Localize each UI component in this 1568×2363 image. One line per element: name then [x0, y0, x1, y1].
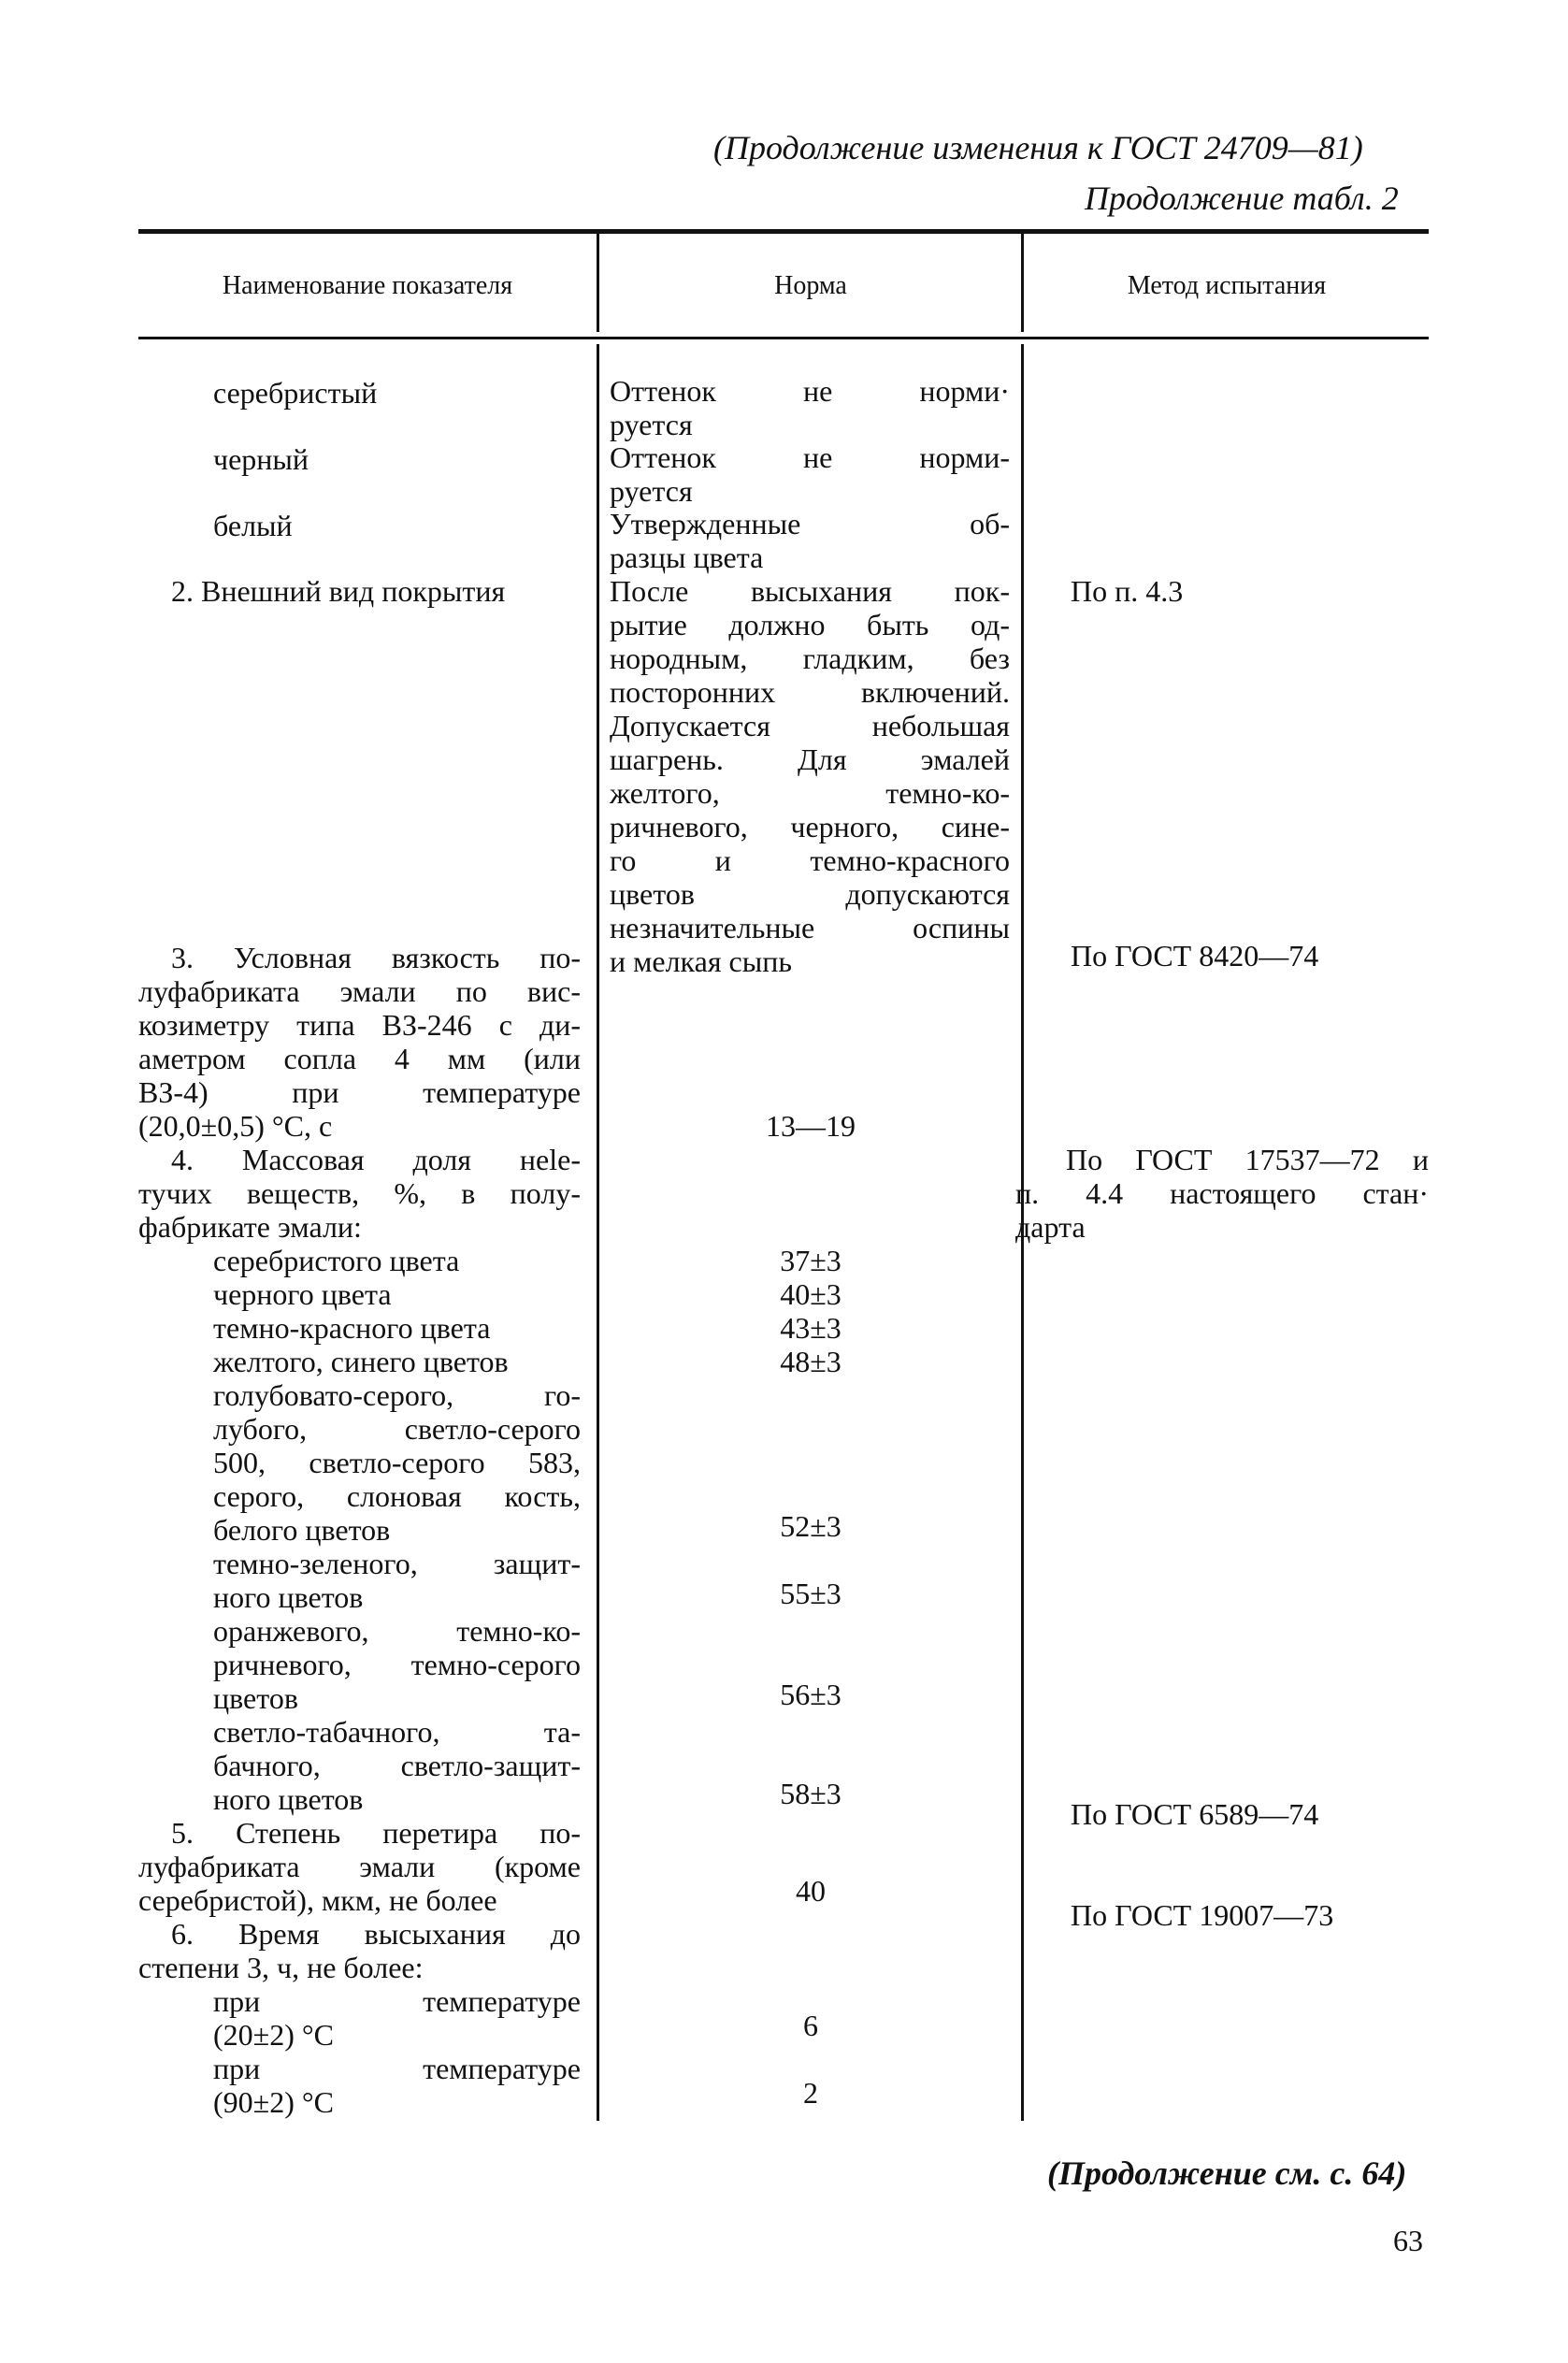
- row-white-norm-line: разцы цвета: [610, 540, 764, 574]
- viscosity-label-line: 3. Условная вязкость по-: [171, 941, 581, 974]
- continuation-footer: (Продолжение см. с. 64): [1047, 2154, 1407, 2192]
- nv-item-label: ного цветов: [213, 1782, 364, 1816]
- nonvolatile-label-line: 4. Массовая доля нele-: [171, 1143, 581, 1176]
- row-black-norm-line: Оттенок не норми-: [610, 440, 1010, 474]
- nv-item-norm: 55±3: [780, 1577, 842, 1610]
- row-grind-method: По ГОСТ 6589—74: [1071, 1797, 1319, 1831]
- drying-item-label: (20±2) °С: [213, 2018, 335, 2052]
- drying-item-norm: 6: [803, 2009, 818, 2042]
- column-divider-2: [1021, 234, 1024, 332]
- nonvolatile-method-line: п. 4.4 настоящего стан·: [1015, 1176, 1429, 1210]
- row-appearance-label: 2. Внешний вид покрытия: [171, 574, 506, 608]
- nv-item-label: ричневого, темно-серого: [213, 1648, 581, 1681]
- drying-label-line: степени 3, ч, не более:: [138, 1951, 424, 1984]
- appearance-norm-line: Допускается небольшая: [610, 709, 1010, 742]
- row-viscosity-method: По ГОСТ 8420—74: [1071, 939, 1319, 973]
- viscosity-label-line: ВЗ-4) при температуре: [138, 1075, 581, 1109]
- nv-item-label: голубовато-серого, го-: [213, 1378, 581, 1412]
- column-header-norm: Норма: [774, 271, 847, 300]
- table-header-rule: [138, 337, 1429, 339]
- grind-label-line: серебристой), мкм, не более: [138, 1883, 497, 1917]
- viscosity-label-line: козиметру типа ВЗ-246 с ди-: [138, 1008, 581, 1042]
- nv-item-label: ного цветов: [213, 1580, 364, 1614]
- page-number: 63: [1393, 2224, 1423, 2257]
- nonvolatile-method-line: дарта: [1015, 1210, 1086, 1244]
- appearance-norm-line: го и темно-красного: [610, 843, 1010, 877]
- nv-item-norm: 40±3: [780, 1277, 842, 1311]
- row-appearance-method: По п. 4.3: [1071, 574, 1184, 608]
- table-continuation-header: Продолжение табл. 2: [1085, 180, 1399, 217]
- viscosity-label-line: луфабриката эмали по вис-: [138, 974, 581, 1008]
- nv-item-label: лубого, светло-серого: [213, 1412, 581, 1446]
- appearance-norm-line: После высыхания пок-: [610, 574, 1010, 608]
- nv-item-norm: 37±3: [780, 1244, 842, 1277]
- nv-item-norm: 52±3: [780, 1509, 842, 1543]
- drying-label-line: 6. Время высыхания до: [171, 1917, 581, 1951]
- column-divider-1-body: [597, 344, 599, 2121]
- appearance-norm-line: незначительные оспины: [610, 911, 1010, 944]
- nv-item-label: оранжевого, темно-ко-: [213, 1614, 581, 1648]
- nonvolatile-method-line: По ГОСТ 17537—72 и: [1066, 1143, 1429, 1176]
- nv-item-label: черного цвета: [213, 1277, 392, 1311]
- drying-item-label: при температуре: [213, 1984, 581, 2018]
- appearance-norm-line: посторонних включений.: [610, 675, 1010, 709]
- appearance-norm-line: нородным, гладким, без: [610, 641, 1010, 675]
- row-black-label: черный: [213, 442, 309, 476]
- row-white-norm-line: Утвержденные об-: [610, 507, 1010, 540]
- nv-item-label: желтого, синего цветов: [213, 1345, 509, 1378]
- appearance-norm-line: цветов допускаются: [610, 877, 1010, 911]
- appearance-norm-line: желтого, темно-ко-: [610, 776, 1010, 810]
- viscosity-label-line: аметром сопла 4 мм (или: [138, 1042, 581, 1075]
- row-silver-label: серебристый: [213, 376, 378, 410]
- column-header-name: Наименование показателя: [222, 271, 513, 300]
- viscosity-label-line: (20,0±0,5) °С, с: [138, 1109, 333, 1143]
- nv-item-norm: 58±3: [780, 1777, 842, 1810]
- row-viscosity-norm: 13—19: [766, 1109, 856, 1143]
- nv-item-norm: 56±3: [780, 1678, 842, 1711]
- appearance-norm-line: рытие должно быть од-: [610, 608, 1010, 641]
- column-header-method: Метод испытания: [1127, 271, 1327, 300]
- nv-item-label: темно-зеленого, защит-: [213, 1547, 581, 1580]
- nv-item-label: серебристого цвета: [213, 1244, 460, 1277]
- appearance-norm-line: и мелкая сыпь: [610, 944, 792, 978]
- row-drying-method: По ГОСТ 19007—73: [1071, 1898, 1334, 1932]
- appearance-norm-line: шагрень. Для эмалей: [610, 742, 1010, 776]
- document-continuation-header: (Продолжение изменения к ГОСТ 24709—81): [713, 129, 1363, 166]
- row-silver-norm-line: руется: [610, 408, 693, 441]
- drying-item-norm: 2: [803, 2076, 818, 2110]
- nv-item-norm: 48±3: [780, 1345, 842, 1378]
- grind-label-line: луфабриката эмали (кроме: [138, 1850, 581, 1883]
- row-grind-norm: 40: [796, 1874, 826, 1908]
- nonvolatile-label-line: фабрикате эмали:: [138, 1210, 362, 1244]
- nv-item-label: 500, светло-серого 583,: [213, 1446, 581, 1479]
- row-silver-norm-line: Оттенок не норми·: [610, 374, 1010, 408]
- grind-label-line: 5. Степень перетира по-: [171, 1816, 581, 1850]
- nv-item-label: светло-табачного, та-: [213, 1715, 581, 1749]
- appearance-norm-line: ричневого, черного, сине-: [610, 810, 1010, 843]
- row-white-label: белый: [213, 509, 293, 542]
- drying-item-label: (90±2) °С: [213, 2085, 335, 2119]
- nonvolatile-label-line: тучих веществ, %, в полу-: [138, 1176, 581, 1210]
- nv-item-label: белого цветов: [213, 1513, 391, 1547]
- nv-item-label: бачного, светло-защит-: [213, 1749, 581, 1782]
- nv-item-label: серого, слоновая кость,: [213, 1479, 581, 1513]
- nv-item-norm: 43±3: [780, 1311, 842, 1345]
- nv-item-label: цветов: [213, 1681, 298, 1715]
- row-black-norm-line: руется: [610, 474, 693, 508]
- drying-item-label: при температуре: [213, 2052, 581, 2085]
- table-top-rule: [138, 229, 1429, 234]
- nv-item-label: темно-красного цвета: [213, 1311, 491, 1345]
- column-divider-1: [597, 234, 599, 332]
